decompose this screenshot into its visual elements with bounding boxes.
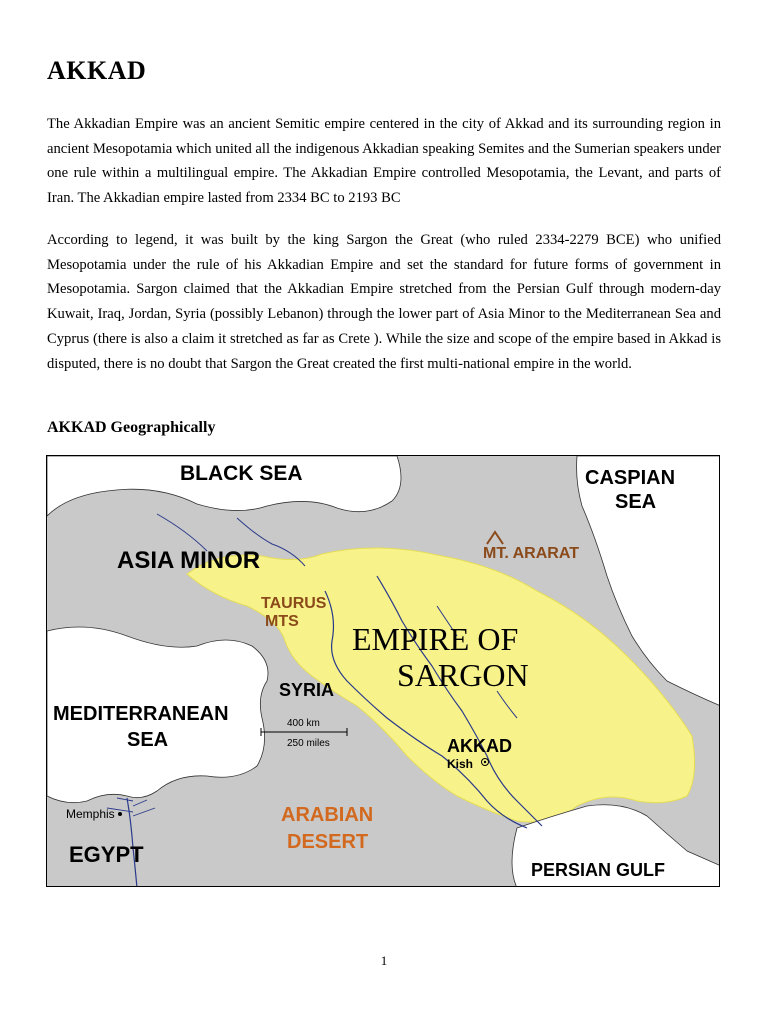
label-mts: MTS	[265, 613, 299, 630]
label-scale-miles: 250 miles	[287, 738, 330, 749]
page-title: AKKAD	[47, 56, 147, 85]
label-empire-of: EMPIRE OF	[352, 621, 519, 657]
label-sargon: SARGON	[397, 657, 529, 693]
label-taurus: TAURUS	[261, 595, 327, 612]
label-caspian-sea: SEA	[615, 491, 657, 513]
memphis-dot	[118, 812, 122, 816]
label-desert: DESERT	[287, 831, 369, 853]
label-persian-gulf: PERSIAN GULF	[531, 860, 666, 880]
label-mt-ararat: MT. ARARAT	[483, 545, 579, 562]
label-syria: SYRIA	[279, 680, 335, 700]
label-egypt: EGYPT	[69, 842, 144, 867]
intro-paragraph: The Akkadian Empire was an ancient Semitic empire centered in the city of Akkad and its surrounding region in ancient Mesopotamia which united all the indigenous Akkadian speaking Semites and the Sumerian speakers under one rule within a multilingual empire. The Akkadian Empire controlled Mesopotamia, the Levant, and parts of Iran. The Akkadian empire lasted from 2334 BC to 2193 BC	[47, 116, 721, 207]
label-asia-minor: ASIA MINOR	[117, 547, 261, 574]
label-med-sea: SEA	[127, 729, 169, 751]
section-heading: AKKAD Geographically	[47, 419, 216, 436]
label-arabian: ARABIAN	[281, 804, 374, 826]
label-caspian: CASPIAN	[585, 467, 676, 489]
akkad-dot	[484, 761, 486, 763]
label-mediterranean: MEDITERRANEAN	[53, 703, 229, 725]
label-scale-km: 400 km	[287, 718, 320, 729]
label-black-sea: BLACK SEA	[180, 462, 303, 485]
label-memphis: Memphis	[66, 807, 115, 821]
page-number: 1	[380, 953, 388, 968]
label-akkad: AKKAD	[447, 736, 512, 756]
legend-paragraph: According to legend, it was built by the king Sargon the Great (who ruled 2334-2279 BCE) who unified Mesopotamia under the rule of his Akkadian Empire and set the standard for future forms of government in Mesopotamia. Sargon claimed that the Akkadian Empire stretched from the Persian Gulf through modern-day Kuwait, Iraq, Jordan, Syria (possibly Lebanon) through the lower part of Asia Minor to the Mediterranean Sea and Cyprus (there is also a claim it stretched as far as Crete ). While the size and scope of the empire based in Akkad is disputed, there is no doubt that Sargon the Great created the first multi-national empire in the world.	[47, 232, 721, 372]
akkad-map	[46, 455, 720, 887]
label-kish: Kish	[447, 757, 474, 771]
map-svg	[47, 456, 720, 887]
